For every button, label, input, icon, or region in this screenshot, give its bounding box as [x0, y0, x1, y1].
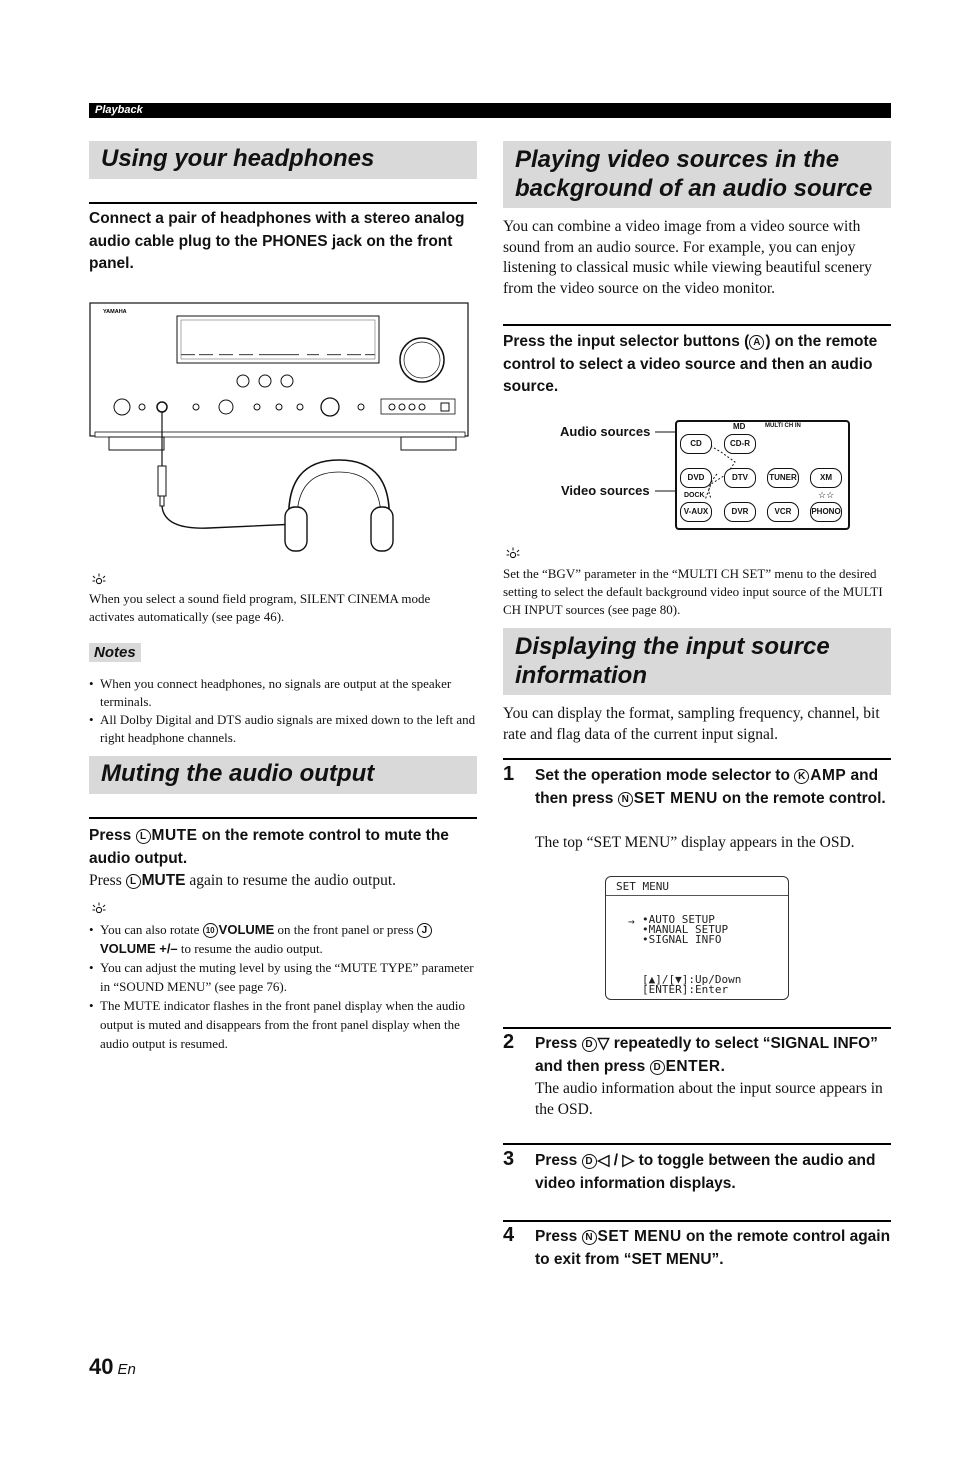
section-header-bar	[89, 103, 891, 118]
osd-menu-item: •AUTO SETUP	[642, 913, 715, 926]
muting-lead	[89, 825, 477, 870]
osd-title: SET MENU	[616, 880, 669, 893]
notes-label: Notes	[89, 643, 141, 662]
list-item: • When you connect headphones, no signals are output at the speaker terminals.	[89, 675, 477, 711]
title-line: Displaying the input source	[515, 633, 830, 660]
step-text: on the remote control.	[717, 789, 886, 807]
step-number: 2	[503, 1031, 515, 1053]
list-item	[89, 920, 477, 958]
md-label: MD	[733, 422, 746, 431]
key-d-icon: D	[582, 1037, 597, 1052]
osd-help-line: [▲]/[▼]:Up/Down	[642, 973, 742, 986]
osd-cursor-icon: →	[628, 915, 635, 928]
lead-text: Press the input selector buttons (	[503, 333, 750, 350]
key-j-icon: J	[417, 923, 432, 938]
divider	[89, 202, 477, 204]
key-a-icon: A	[749, 335, 764, 350]
step-number: 4	[503, 1224, 515, 1246]
video-bg-lead	[503, 331, 891, 399]
page-number: 40	[89, 1354, 114, 1379]
volume-label: VOLUME +/–	[100, 941, 178, 956]
video-bg-tip: Set the “BGV” parameter in the “MULTI CH SET” menu to the desired setting to select the default background video input source of the MULTI CH INPUT sources (see page 80).	[503, 566, 883, 617]
step-text: repeatedly to select “SIGNAL INFO” and then press	[535, 1035, 878, 1075]
key-n-icon: N	[618, 792, 633, 807]
receiver-front-panel-illustration	[89, 302, 471, 558]
set-menu-key-label: SET MENU	[597, 1228, 682, 1245]
key-10-icon: 10	[203, 923, 218, 938]
audio-sources-label: Audio sources	[560, 424, 651, 439]
osd-menu-list	[642, 915, 728, 945]
section-label: Playback	[95, 104, 143, 116]
list-item: • You can adjust the muting level by using the “MUTE TYPE” parameter in “SOUND MENU” (see page 76).	[89, 958, 477, 996]
dock-label: DOCK	[684, 492, 705, 499]
tip-text: to resume the audio output.	[177, 941, 323, 956]
volume-label: VOLUME	[218, 922, 275, 937]
divider	[503, 324, 891, 326]
page-footer	[89, 1354, 136, 1380]
muting-section-title: Muting the audio output	[89, 756, 477, 794]
tip-icon	[506, 547, 520, 561]
headphones-section-title: Using your headphones	[89, 141, 477, 179]
list-item: • All Dolby Digital and DTS audio signals are mixed down to the left and right headphone channels.	[89, 711, 477, 747]
notes-label-box	[89, 644, 141, 662]
headphones-lead: Connect a pair of headphones with a stereo analog audio cable plug to the PHONES jack on the front panel.	[89, 210, 465, 272]
key-k-icon: K	[794, 769, 809, 784]
tip-icon	[92, 573, 106, 587]
video-bg-section-title	[503, 141, 891, 208]
sub-text: Press	[89, 872, 126, 889]
video-bg-body: You can combine a video image from a video source with sound from an audio source. For example, you can enjoy listening to classical music while viewing beautiful scenery from the video source on the video monitor.	[503, 218, 872, 297]
mute-key-label: MUTE	[141, 872, 186, 889]
tip-text: You can also rotate	[100, 922, 203, 937]
star-icon: ☆☆	[818, 490, 835, 500]
left-right-arrow-icon: ◁ / ▷	[597, 1152, 635, 1169]
remote-button-tuner: TUNER	[767, 468, 799, 488]
lead-text: ) on the remote control to select a video source and then an audio source.	[503, 333, 878, 395]
muting-sub	[89, 871, 477, 892]
osd-menu-item: •MANUAL SETUP	[642, 923, 729, 936]
headphones-notes	[89, 675, 477, 747]
divider	[503, 758, 891, 760]
step-1-sub: The top “SET MENU” display appears in the OSD.	[535, 834, 855, 851]
tip-text: on the front panel or press	[274, 922, 417, 937]
osd-help	[642, 975, 741, 995]
step-2-text	[535, 1033, 891, 1078]
remote-button-phono: PHONO	[810, 502, 842, 522]
title-line: Playing video sources in the	[515, 146, 840, 173]
mute-key-label: MUTE	[151, 827, 198, 844]
step-number: 3	[503, 1148, 515, 1170]
page-lang: En	[117, 1361, 136, 1378]
headphones-tip: When you select a sound field program, SILENT CINEMA mode activates automatically (see page 46).	[89, 591, 431, 624]
remote-button-dvd: DVD	[680, 468, 712, 488]
step-text: Press	[535, 1035, 582, 1052]
remote-input-selector-panel	[675, 420, 850, 530]
step-text: Set the operation mode selector to	[535, 767, 795, 784]
lead-text: on the remote control to mute the audio output.	[89, 827, 449, 867]
step-text: Press	[535, 1228, 582, 1245]
remote-button-cd: CD	[680, 434, 712, 454]
input-info-section-title	[503, 628, 891, 695]
muting-tips	[89, 920, 477, 1053]
step-4-text	[535, 1226, 891, 1271]
set-menu-key-label: SET MENU	[633, 789, 718, 807]
osd-divider	[606, 895, 788, 896]
remote-button-dtv: DTV	[724, 468, 756, 488]
remote-button-vcr: VCR	[767, 502, 799, 522]
remote-button-cd-r: CD-R	[724, 434, 756, 454]
key-d-icon: D	[582, 1154, 597, 1169]
key-l-icon: L	[136, 829, 151, 844]
step-text: to toggle between the audio and video information displays.	[535, 1152, 876, 1192]
video-sources-label: Video sources	[561, 483, 650, 498]
sub-text: again to resume the audio output.	[185, 872, 397, 889]
amp-key-label: AMP	[810, 767, 847, 784]
osd-help-line: [ENTER]:Enter	[642, 983, 729, 996]
step-text: on the remote control again to exit from “SET MENU”.	[535, 1228, 891, 1268]
input-info-body: You can display the format, sampling frequency, channel, bit rate and flag data of the current input signal.	[503, 705, 880, 743]
remote-button-v-aux: V-AUX	[680, 502, 712, 522]
step-text: Press	[535, 1152, 582, 1169]
divider	[89, 817, 477, 819]
multi-ch-in-label: MULTI CH IN	[765, 423, 801, 429]
remote-button-xm: XM	[810, 468, 842, 488]
enter-key-label: ENTER	[665, 1057, 721, 1075]
step-3-text	[535, 1150, 891, 1195]
divider	[503, 1143, 891, 1145]
title-line: information	[515, 662, 647, 689]
panel-brand: YAMAHA	[103, 309, 127, 315]
key-n-icon: N	[582, 1230, 597, 1245]
key-l-icon: L	[126, 874, 141, 889]
step-text: .	[720, 1057, 725, 1075]
lead-text: Press	[89, 827, 136, 844]
step-2-sub: The audio information about the input source appears in the OSD.	[535, 1080, 883, 1118]
down-arrow-icon: ▽	[597, 1035, 610, 1052]
osd-menu-item: •SIGNAL INFO	[642, 933, 722, 946]
step-text: and then press	[535, 767, 879, 807]
divider	[503, 1027, 891, 1029]
step-1-text	[535, 765, 891, 810]
list-item: • The MUTE indicator flashes in the front panel display when the audio output is muted and disappears from the front panel display when the audio output is resumed.	[89, 996, 477, 1053]
key-d-icon: D	[650, 1060, 665, 1075]
divider	[503, 1220, 891, 1222]
osd-set-menu-screen	[605, 876, 789, 1000]
step-number: 1	[503, 763, 515, 785]
tip-icon	[92, 902, 106, 916]
title-line: background of an audio source	[515, 175, 873, 202]
remote-button-dvr: DVR	[724, 502, 756, 522]
